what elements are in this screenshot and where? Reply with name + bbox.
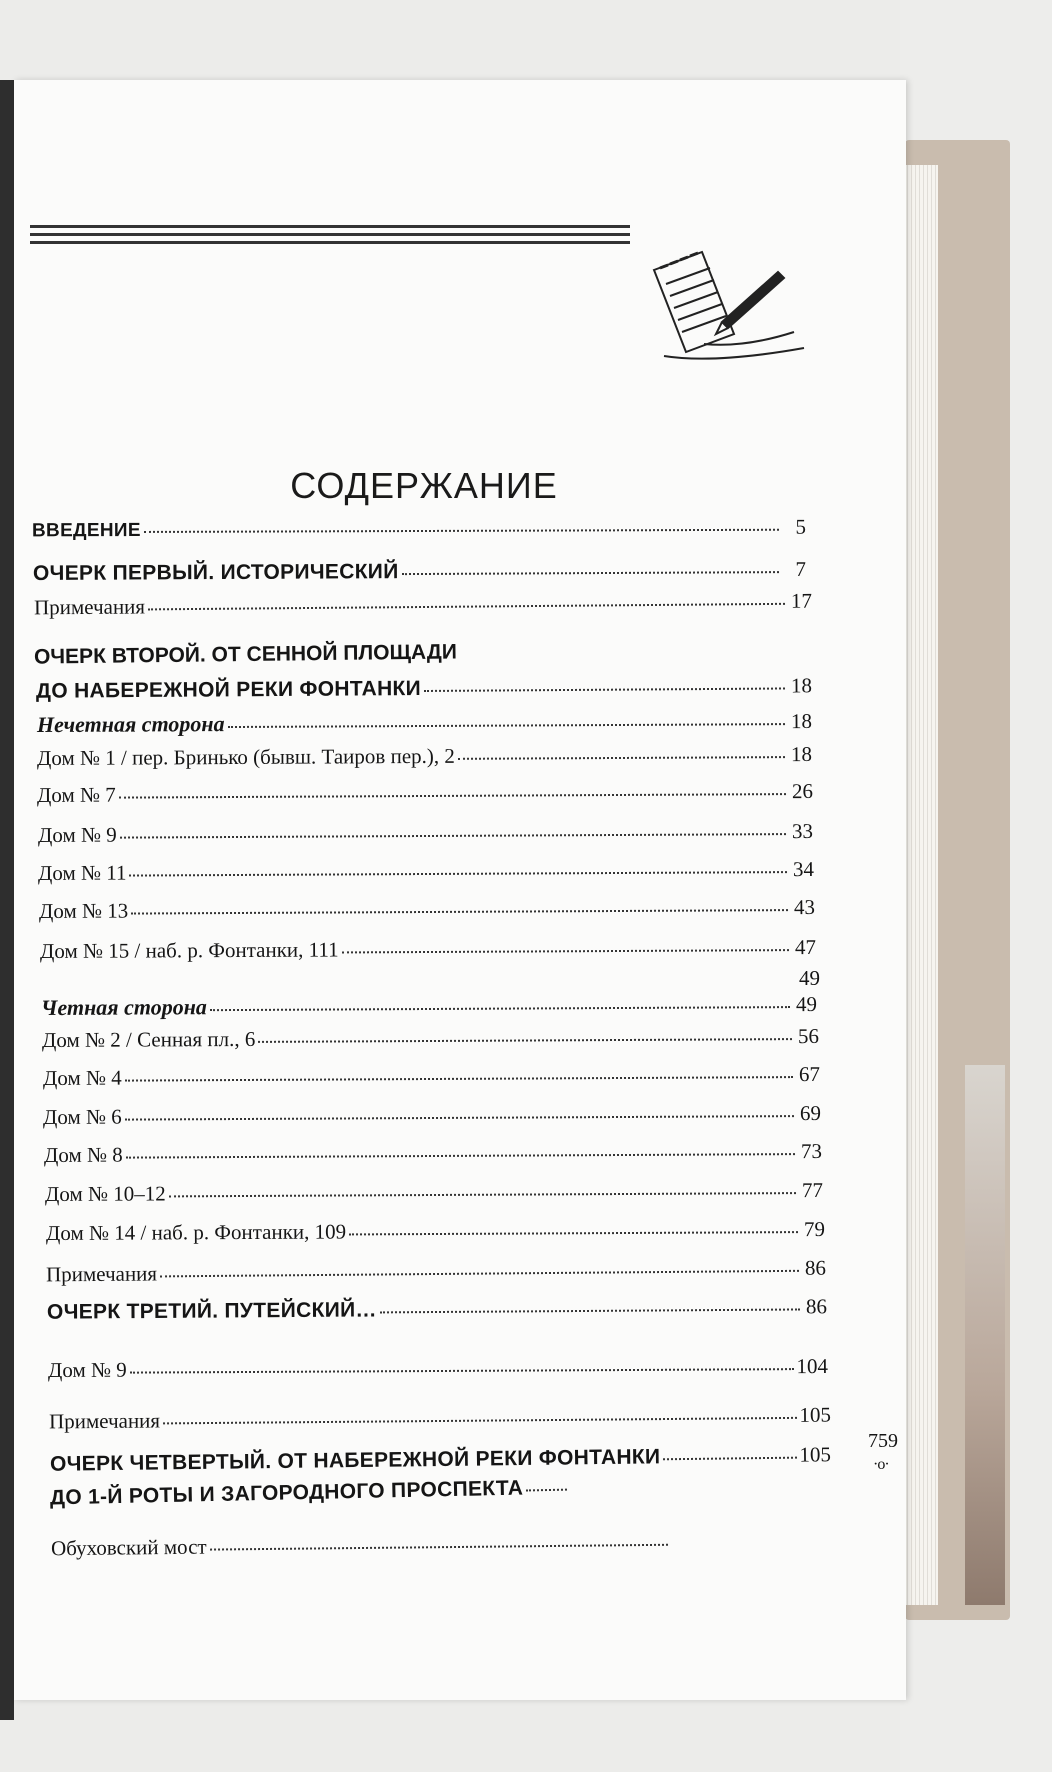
toc-entry: [45, 1177, 823, 1207]
toc-entry-page: 56: [797, 1023, 820, 1049]
toc-entry-title: Четная сторона: [40, 994, 207, 1021]
toc-entry-page: 77: [801, 1177, 824, 1203]
toc-entry-title: ОЧЕРК ТРЕТИЙ. ПУТЕЙСКИЙ…: [46, 1298, 377, 1324]
toc-entry-title: Дом № 15 / наб. р. Фонтанки, 111: [39, 937, 339, 964]
toc-entry-title: Дом № 13: [38, 898, 129, 924]
toc-entry: [47, 1293, 827, 1324]
toc-entry: [50, 1475, 570, 1512]
toc-entry: [32, 514, 806, 543]
toc-entry-page: 33: [791, 818, 814, 844]
page-number: 759: [868, 1430, 898, 1452]
toc-entry-title: ДО НАБЕРЕЖНОЙ РЕКИ ФОНТАНКИ: [35, 677, 422, 703]
toc-entry: [43, 1100, 821, 1130]
toc-entry-title: Дом № 8: [43, 1142, 123, 1168]
toc-entry-title: Нечетная сторона: [36, 711, 225, 738]
toc-entry: [38, 856, 814, 886]
toc-entry-page: 7: [795, 556, 807, 582]
toc-entry-page: 18: [790, 673, 813, 698]
toc-entry: [50, 1441, 831, 1477]
toc-entry-page: 26: [791, 778, 814, 804]
toc-entry-page: 49: [795, 991, 818, 1017]
toc-entry-page: 17: [790, 588, 813, 613]
toc-entry: [37, 778, 813, 808]
toc-entry-title: Дом № 10–12: [44, 1181, 166, 1207]
toc-entry-title: ОЧЕРК ПЕРВЫЙ. ИСТОРИЧЕСКИЙ: [32, 560, 399, 586]
toc-entry: [796, 965, 820, 991]
toc-entry-page: 18: [790, 741, 813, 767]
toc-entry-page: 34: [792, 856, 815, 882]
toc-entry-page: 5: [795, 514, 807, 539]
toc-entry-page: 69: [799, 1100, 822, 1126]
toc-entry: [37, 708, 812, 738]
toc-entry: [37, 741, 812, 771]
toc-entry-title: Примечания: [33, 594, 146, 620]
page-number-ornament: ·o·: [873, 1456, 889, 1473]
toc-entry: [44, 1138, 822, 1168]
toc-entry-title: ВВЕДЕНИЕ: [31, 519, 141, 542]
toc-entry-title: Дом № 11: [37, 860, 127, 886]
toc-entry-title: Обуховский мост: [50, 1534, 207, 1561]
toc-entry-title: Дом № 6: [42, 1104, 122, 1130]
toc-entry-title: Примечания: [45, 1261, 158, 1287]
toc-entry-title: Дом № 4: [42, 1065, 122, 1091]
toc-entry: [51, 1529, 671, 1561]
toc-entry-title: ОЧЕРК ВТОРОЙ. ОТ СЕННОЙ ПЛОЩАДИ: [33, 640, 458, 669]
toc-entry: [39, 894, 815, 924]
toc-entry-title: Дом № 14 / наб. р. Фонтанки, 109: [45, 1219, 347, 1246]
toc-entry-page: 47: [794, 934, 817, 960]
toc-entry-page: 43: [793, 894, 816, 920]
toc-entry-title: Дом № 1 / пер. Бринько (бывш. Таиров пер.), 2: [36, 743, 455, 771]
toc-entry-page: 67: [798, 1061, 821, 1087]
toc-entry: [46, 1216, 825, 1246]
toc-entry: [46, 1255, 826, 1288]
toc-entry-page: 86: [805, 1294, 828, 1319]
toc-entry: [40, 934, 816, 964]
toc-entry: [33, 556, 806, 586]
toc-entry-title: Дом № 9: [37, 822, 117, 848]
toc-entry-page: 86: [804, 1255, 827, 1280]
toc-entry-page: 105: [799, 1442, 832, 1467]
toc-entry-page: 18: [790, 708, 813, 734]
toc-entry: [34, 588, 812, 621]
toc-entry-page: 79: [803, 1216, 826, 1242]
toc-entry: [43, 1061, 820, 1091]
toc-entry-page: 104: [796, 1353, 829, 1379]
toc-entry-title: Дом № 7: [36, 782, 116, 808]
toc-entry: [41, 991, 817, 1021]
toc-entry-page: 49: [799, 966, 820, 990]
toc-entry: [38, 818, 813, 848]
toc-entry-page: 105: [799, 1402, 832, 1427]
toc-entry: [48, 1353, 828, 1383]
toc-entry: [49, 1402, 831, 1435]
toc-entry: [42, 1023, 819, 1053]
toc-entry-title: Дом № 2 / Сенная пл., 6: [41, 1026, 256, 1053]
toc-entry-title: ОЧЕРК ЧЕТВЕРТЫЙ. ОТ НАБЕРЕЖНОЙ РЕКИ ФОНТАНКИ: [49, 1445, 661, 1476]
toc-entry-title: Примечания: [48, 1408, 161, 1434]
toc-entry: [36, 672, 812, 703]
page-title: СОДЕРЖАНИЕ: [290, 465, 558, 506]
toc-entry-page: 73: [800, 1138, 823, 1164]
toc-entry-title: ДО 1-Й РОТЫ И ЗАГОРОДНОГО ПРОСПЕКТА: [49, 1476, 524, 1510]
toc-entry-title: Дом № 9: [47, 1357, 127, 1383]
